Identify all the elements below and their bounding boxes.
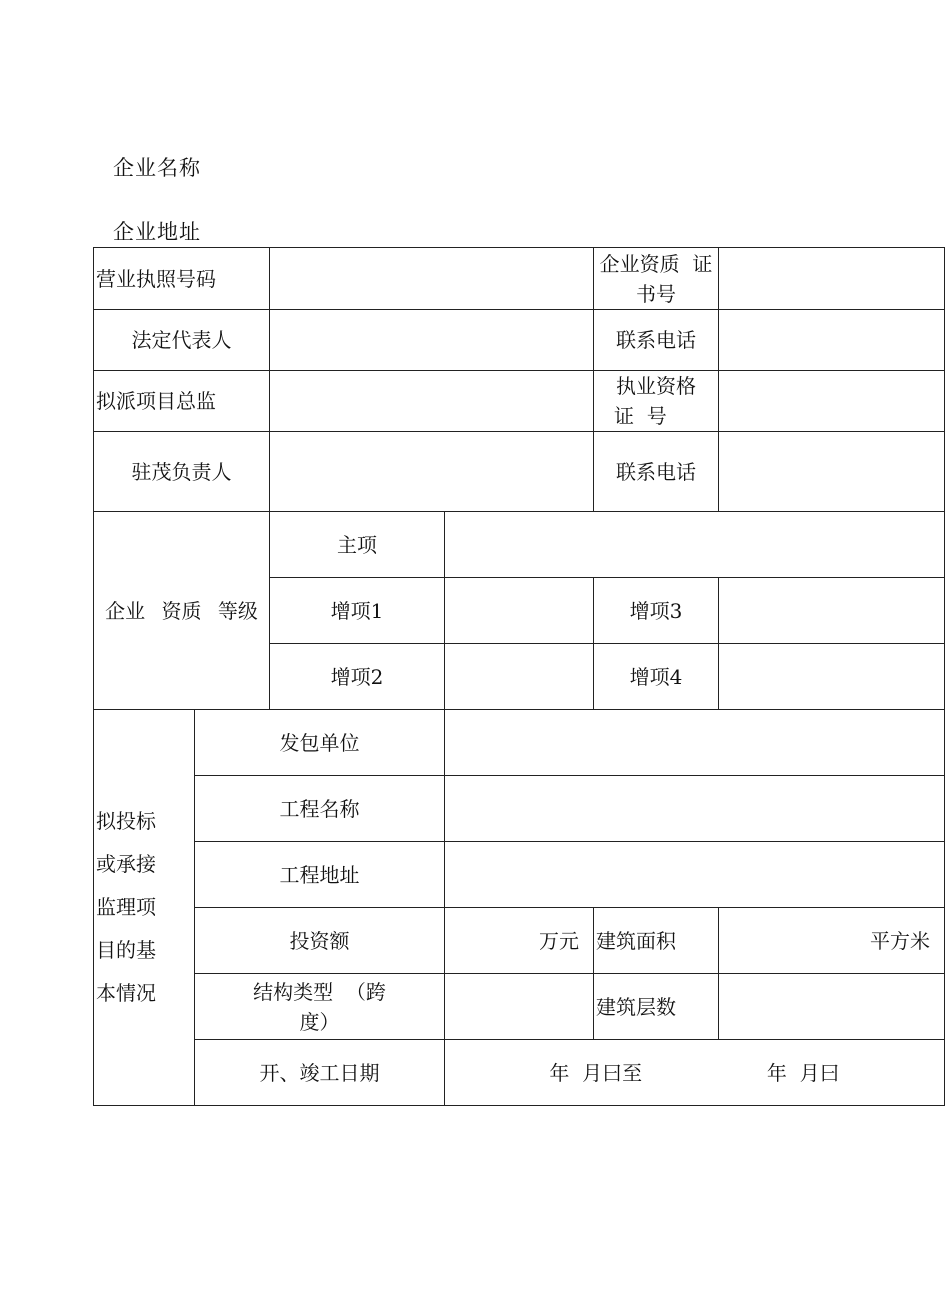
table-row — [94, 512, 945, 578]
structure-type-field[interactable] — [445, 974, 594, 1040]
building-area-unit: 平方米 — [870, 928, 930, 953]
table-row — [94, 1040, 945, 1106]
building-area-field[interactable] — [719, 908, 945, 974]
resident-manager-label: 驻茂负责人 — [94, 432, 270, 512]
add-item-4-label: 增项4 — [594, 644, 719, 710]
resident-manager-phone-field[interactable] — [719, 432, 945, 512]
structure-type-label — [195, 974, 445, 1040]
dates-field-content — [447, 1058, 942, 1088]
dates-field[interactable] — [445, 1040, 945, 1106]
investment-label: 投资额 — [195, 908, 445, 974]
qualification-cert-label — [594, 248, 719, 310]
dates-label: 开、竣工日期 — [195, 1040, 445, 1106]
practice-cert-label-line-1: 执业资格 — [616, 374, 696, 398]
project-address-label: 工程地址 — [195, 842, 445, 908]
client-label: 发包单位 — [195, 710, 445, 776]
table-row — [94, 248, 945, 310]
legal-rep-label: 法定代表人 — [94, 310, 270, 371]
table-row — [94, 432, 945, 512]
investment-unit: 万元 — [539, 928, 579, 953]
project-info-side-label-line: 监理项 — [96, 895, 156, 919]
client-field[interactable] — [445, 710, 945, 776]
project-info-side-label-line: 或承接 — [96, 852, 156, 876]
legal-rep-phone-field[interactable] — [719, 310, 945, 371]
main-item-label: 主项 — [270, 512, 445, 578]
enterprise-info-table — [93, 247, 945, 1106]
add-item-1-label: 增项1 — [270, 578, 445, 644]
structure-type-label-line-2: 度） — [299, 1009, 340, 1034]
chief-supervisor-field[interactable] — [270, 371, 594, 432]
qualification-grade-label: 企业 资质 等级 — [94, 512, 270, 710]
project-info-side-label — [94, 710, 195, 1106]
qualification-cert-label-line-1: 企业资质 证 — [599, 251, 713, 276]
practice-cert-field[interactable] — [719, 371, 945, 432]
floors-label: 建筑层数 — [594, 974, 719, 1040]
qualification-cert-label-line-2: 书号 — [636, 281, 676, 306]
practice-cert-label — [594, 371, 719, 432]
project-info-side-label-line: 本情况 — [96, 981, 156, 1005]
add-item-2-field[interactable] — [445, 644, 594, 710]
practice-cert-label-line-2: 证 号 — [614, 404, 667, 428]
add-item-2-label: 增项2 — [270, 644, 445, 710]
project-name-field[interactable] — [445, 776, 945, 842]
main-item-field[interactable] — [445, 512, 945, 578]
table-row — [94, 842, 945, 908]
business-license-field[interactable] — [270, 248, 594, 310]
structure-type-label-line-1: 结构类型 （跨 — [253, 979, 386, 1004]
add-item-4-field[interactable] — [719, 644, 945, 710]
chief-supervisor-label: 拟派项目总监 — [94, 371, 270, 432]
end-date-text: 年 月曰 — [766, 1060, 840, 1085]
project-info-side-label-line: 拟投标 — [96, 809, 156, 833]
project-address-field[interactable] — [445, 842, 945, 908]
project-name-label: 工程名称 — [195, 776, 445, 842]
resident-manager-phone-label: 联系电话 — [594, 432, 719, 512]
add-item-3-label: 增项3 — [594, 578, 719, 644]
legal-rep-phone-label: 联系电话 — [594, 310, 719, 371]
table-row — [94, 908, 945, 974]
table-row — [94, 974, 945, 1040]
investment-field[interactable] — [445, 908, 594, 974]
building-area-label: 建筑面积 — [594, 908, 719, 974]
add-item-1-field[interactable] — [445, 578, 594, 644]
business-license-label: 营业执照号码 — [94, 248, 270, 310]
table-row — [94, 310, 945, 371]
table-row — [94, 371, 945, 432]
resident-manager-field[interactable] — [270, 432, 594, 512]
company-address-label: 企业地址 — [113, 220, 201, 244]
table-row — [94, 710, 945, 776]
legal-rep-field[interactable] — [270, 310, 594, 371]
start-date-text: 年 月曰至 — [549, 1060, 643, 1085]
add-item-3-field[interactable] — [719, 578, 945, 644]
project-info-side-label-line: 目的基 — [96, 938, 156, 962]
floors-field[interactable] — [719, 974, 945, 1040]
company-name-label: 企业名称 — [113, 156, 201, 180]
qualification-cert-field[interactable] — [719, 248, 945, 310]
table-row — [94, 776, 945, 842]
